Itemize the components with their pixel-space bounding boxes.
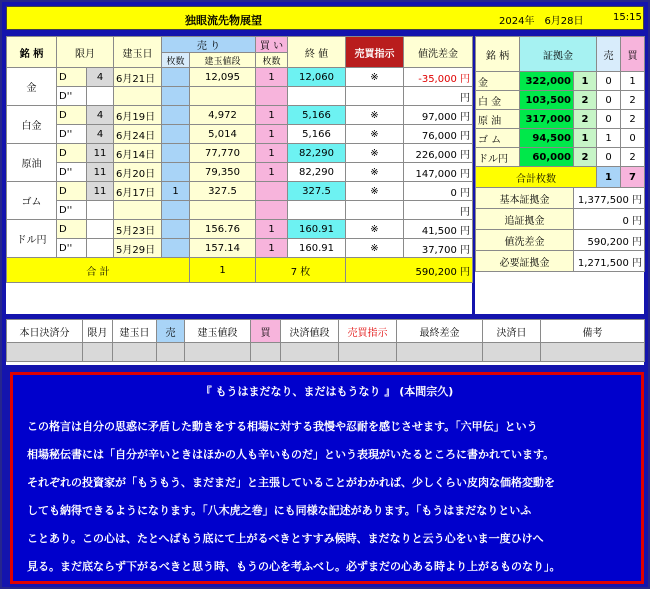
open-price: 12,095 <box>190 68 256 87</box>
settle-header: 建玉日 <box>113 320 157 343</box>
total-buy: 7 枚 <box>256 258 346 283</box>
settle-cell[interactable] <box>339 343 397 362</box>
settle-cell[interactable] <box>397 343 483 362</box>
contract-type: D <box>57 220 87 239</box>
close-price: 82,290 <box>288 163 346 182</box>
contract-type: D <box>57 144 87 163</box>
settlement-table <box>6 319 645 362</box>
total-diff: 590,200 円 <box>346 258 473 283</box>
time-label: 15:15 <box>613 12 642 23</box>
date-label: 2024年 6月28日 <box>499 16 584 27</box>
settle-cell[interactable] <box>7 343 83 362</box>
sell-qty <box>162 239 190 258</box>
diff-amount: 97,000 円 <box>404 106 473 125</box>
margin-count: 2 <box>574 110 597 129</box>
margin-value: 60,000 <box>520 148 574 167</box>
quote-line: しても納得できるようになります。「八木虎之巻」にも同様な記述があります。「もうはまだなりといふ <box>27 504 532 517</box>
margin-buy: 2 <box>621 91 645 110</box>
margin-header-buy: 買 <box>621 37 645 72</box>
buy-qty <box>256 87 288 106</box>
open-date: 5月29日 <box>114 239 162 258</box>
margin-header-sell: 売 <box>597 37 621 72</box>
limit-month: 11 <box>87 163 114 182</box>
diff-amount: 147,000 円 <box>404 163 473 182</box>
open-price <box>190 201 256 220</box>
open-date: 6月21日 <box>114 68 162 87</box>
margin-buy: 2 <box>621 148 645 167</box>
contract-type: D'' <box>57 201 87 220</box>
sell-qty <box>162 68 190 87</box>
total-sell: 1 <box>190 258 256 283</box>
buy-qty: 1 <box>256 106 288 125</box>
position-row <box>7 163 473 182</box>
open-price <box>190 87 256 106</box>
margin-brand: ゴ ム <box>476 129 520 148</box>
summary-row <box>476 230 645 251</box>
contract-type: D'' <box>57 125 87 144</box>
open-date <box>114 87 162 106</box>
header-signal: 売買指示 <box>346 37 404 68</box>
margin-table <box>475 36 645 272</box>
position-row <box>7 220 473 239</box>
open-date: 6月24日 <box>114 125 162 144</box>
diff-amount: -35,000 円 <box>404 68 473 87</box>
open-price: 79,350 <box>190 163 256 182</box>
signal <box>346 87 404 106</box>
quote-line: 見る。まだ底ならず下がるべきと思う時、もうの心を考ふべし。必ずまだの心ある時より上がるものなり」。 <box>27 560 561 573</box>
header-diff: 値洗差金 <box>404 37 473 68</box>
brand-name: ゴム <box>7 182 57 220</box>
settle-header: 備考 <box>541 320 645 343</box>
settle-cell[interactable] <box>541 343 645 362</box>
limit-month: 11 <box>87 144 114 163</box>
limit-month: 11 <box>87 182 114 201</box>
summary-value: 0 円 <box>574 209 645 230</box>
close-price: 160.91 <box>288 239 346 258</box>
header-open-date: 建玉日 <box>114 37 162 68</box>
settle-header: 最終差金 <box>397 320 483 343</box>
open-price: 327.5 <box>190 182 256 201</box>
margin-brand: ドル円 <box>476 148 520 167</box>
close-price <box>288 201 346 220</box>
signal: ※ <box>346 106 404 125</box>
open-date: 6月19日 <box>114 106 162 125</box>
quote-title: 『 もうはまだなり、まだはもうなり 』 (本間宗久) <box>200 385 454 398</box>
summary-label: 基本証拠金 <box>476 188 574 209</box>
margin-buy: 2 <box>621 110 645 129</box>
close-price: 5,166 <box>288 106 346 125</box>
open-date: 6月17日 <box>114 182 162 201</box>
position-row <box>7 87 473 106</box>
close-price: 327.5 <box>288 182 346 201</box>
summary-value: 590,200 円 <box>574 230 645 251</box>
header-price: 建玉値段 <box>190 53 256 68</box>
buy-qty <box>256 182 288 201</box>
position-row <box>7 106 473 125</box>
summary-row <box>476 188 645 209</box>
settle-cell[interactable] <box>157 343 185 362</box>
contract-type: D <box>57 68 87 87</box>
settle-cell[interactable] <box>483 343 541 362</box>
signal: ※ <box>346 163 404 182</box>
position-row <box>7 144 473 163</box>
margin-count: 2 <box>574 91 597 110</box>
close-price: 160.91 <box>288 220 346 239</box>
settle-header: 本日決済分 <box>7 320 83 343</box>
header-sell: 売 り <box>162 37 256 53</box>
margin-value: 103,500 <box>520 91 574 110</box>
brand-name: 白金 <box>7 106 57 144</box>
settle-cell[interactable] <box>251 343 281 362</box>
buy-qty: 1 <box>256 220 288 239</box>
open-price: 5,014 <box>190 125 256 144</box>
margin-buy: 0 <box>621 129 645 148</box>
margin-value: 317,000 <box>520 110 574 129</box>
signal: ※ <box>346 144 404 163</box>
settle-cell[interactable] <box>281 343 339 362</box>
page-title: 独眼流先物展望 <box>185 14 262 27</box>
diff-amount: 37,700 円 <box>404 239 473 258</box>
settle-header: 決済値段 <box>281 320 339 343</box>
margin-row <box>476 129 645 148</box>
quote-body <box>27 413 641 581</box>
settle-header: 売 <box>157 320 185 343</box>
summary-label: 追証拠金 <box>476 209 574 230</box>
diff-amount: 円 <box>404 87 473 106</box>
sell-qty <box>162 220 190 239</box>
close-price: 5,166 <box>288 125 346 144</box>
settle-cell[interactable] <box>83 343 113 362</box>
quote-line: それぞれの投資家が「もうもう、まだまだ」と主張していることがわかれば、少しくらい皮肉な価格変動を <box>27 476 555 489</box>
open-date: 6月20日 <box>114 163 162 182</box>
summary-label: 必要証拠金 <box>476 251 574 272</box>
settle-cell[interactable] <box>185 343 251 362</box>
count-label: 合計枚数 <box>476 167 597 188</box>
contract-type: D'' <box>57 163 87 182</box>
quote-panel <box>10 372 644 584</box>
margin-row <box>476 110 645 129</box>
margin-row <box>476 91 645 110</box>
position-row <box>7 239 473 258</box>
margin-count: 2 <box>574 148 597 167</box>
positions-table <box>6 36 473 283</box>
brand-name: ドル円 <box>7 220 57 258</box>
signal: ※ <box>346 68 404 87</box>
buy-qty: 1 <box>256 239 288 258</box>
margin-header-brand: 銘 柄 <box>476 37 520 72</box>
open-date: 5月23日 <box>114 220 162 239</box>
open-price: 4,972 <box>190 106 256 125</box>
margin-row <box>476 72 645 91</box>
settle-cell[interactable] <box>113 343 157 362</box>
buy-qty <box>256 201 288 220</box>
summary-row <box>476 251 645 272</box>
sell-qty <box>162 125 190 144</box>
margin-value: 322,000 <box>520 72 574 91</box>
close-price: 12,060 <box>288 68 346 87</box>
header-brand: 銘 柄 <box>7 37 57 68</box>
contract-type: D'' <box>57 87 87 106</box>
limit-month <box>87 239 114 258</box>
signal: ※ <box>346 220 404 239</box>
open-price: 157.14 <box>190 239 256 258</box>
sell-qty <box>162 163 190 182</box>
summary-value: 1,271,500 円 <box>574 251 645 272</box>
buy-qty: 1 <box>256 163 288 182</box>
margin-sell: 0 <box>597 110 621 129</box>
limit-month: 4 <box>87 125 114 144</box>
count-buy: 7 <box>621 167 645 188</box>
position-row <box>7 201 473 220</box>
quote-line: この格言は自分の思惑に矛盾した動きをする相場に対する我慢や忍耐を感じさせます。「六甲伝」という <box>27 420 538 433</box>
sell-qty <box>162 144 190 163</box>
limit-month: 4 <box>87 68 114 87</box>
settle-header: 売買指示 <box>339 320 397 343</box>
open-price: 77,770 <box>190 144 256 163</box>
contract-type: D'' <box>57 239 87 258</box>
limit-month <box>87 220 114 239</box>
total-label: 合 計 <box>7 258 190 283</box>
settle-header: 建玉値段 <box>185 320 251 343</box>
diff-amount: 226,000 円 <box>404 144 473 163</box>
header-limit: 限月 <box>57 37 114 68</box>
limit-month: 4 <box>87 106 114 125</box>
signal <box>346 201 404 220</box>
limit-month <box>87 201 114 220</box>
margin-brand: 金 <box>476 72 520 91</box>
settle-header: 決済日 <box>483 320 541 343</box>
position-row <box>7 182 473 201</box>
margin-buy: 1 <box>621 72 645 91</box>
diff-amount: 41,500 円 <box>404 220 473 239</box>
header-close: 終 値 <box>288 37 346 68</box>
limit-month <box>87 87 114 106</box>
summary-label: 値洗差金 <box>476 230 574 251</box>
quote-line: ことあり。この心は、たとへばもう底にて上がるべきとすすみ候時、まだなりと云う心をいま一度ひけへ <box>27 532 544 545</box>
count-sell: 1 <box>597 167 621 188</box>
signal: ※ <box>346 239 404 258</box>
open-date <box>114 201 162 220</box>
summary-row <box>476 209 645 230</box>
title-bar <box>6 6 644 30</box>
signal: ※ <box>346 182 404 201</box>
position-row <box>7 125 473 144</box>
brand-name: 原油 <box>7 144 57 182</box>
margin-panel <box>475 36 644 314</box>
margin-sell: 0 <box>597 91 621 110</box>
header-buy-qty: 枚数 <box>256 53 288 68</box>
diff-amount: 0 円 <box>404 182 473 201</box>
margin-count: 1 <box>574 72 597 91</box>
settle-header: 買 <box>251 320 281 343</box>
brand-name: 金 <box>7 68 57 106</box>
margin-count: 1 <box>574 129 597 148</box>
sell-qty <box>162 106 190 125</box>
header-sell-qty: 枚数 <box>162 53 190 68</box>
header-buy: 買 い <box>256 37 288 53</box>
buy-qty: 1 <box>256 68 288 87</box>
close-price: 82,290 <box>288 144 346 163</box>
diff-amount: 円 <box>404 201 473 220</box>
margin-sell: 0 <box>597 148 621 167</box>
contract-type: D <box>57 182 87 201</box>
margin-sell: 1 <box>597 129 621 148</box>
positions-panel <box>6 36 472 314</box>
quote-line: 相場秘伝書には「自分が辛いときはほかの人も辛いものだ」という表現がいたるところに書かれています。 <box>27 448 555 461</box>
margin-header-margin: 証拠金 <box>520 37 597 72</box>
position-row <box>7 68 473 87</box>
buy-qty: 1 <box>256 144 288 163</box>
diff-amount: 76,000 円 <box>404 125 473 144</box>
sell-qty: 1 <box>162 182 190 201</box>
sell-qty <box>162 201 190 220</box>
open-date: 6月14日 <box>114 144 162 163</box>
settlement-panel <box>6 319 644 365</box>
margin-brand: 白 金 <box>476 91 520 110</box>
sell-qty <box>162 87 190 106</box>
margin-value: 94,500 <box>520 129 574 148</box>
open-price: 156.76 <box>190 220 256 239</box>
margin-brand: 原 油 <box>476 110 520 129</box>
close-price <box>288 87 346 106</box>
margin-row <box>476 148 645 167</box>
margin-sell: 0 <box>597 72 621 91</box>
signal: ※ <box>346 125 404 144</box>
summary-value: 1,377,500 円 <box>574 188 645 209</box>
buy-qty: 1 <box>256 125 288 144</box>
settle-header: 限月 <box>83 320 113 343</box>
contract-type: D <box>57 106 87 125</box>
